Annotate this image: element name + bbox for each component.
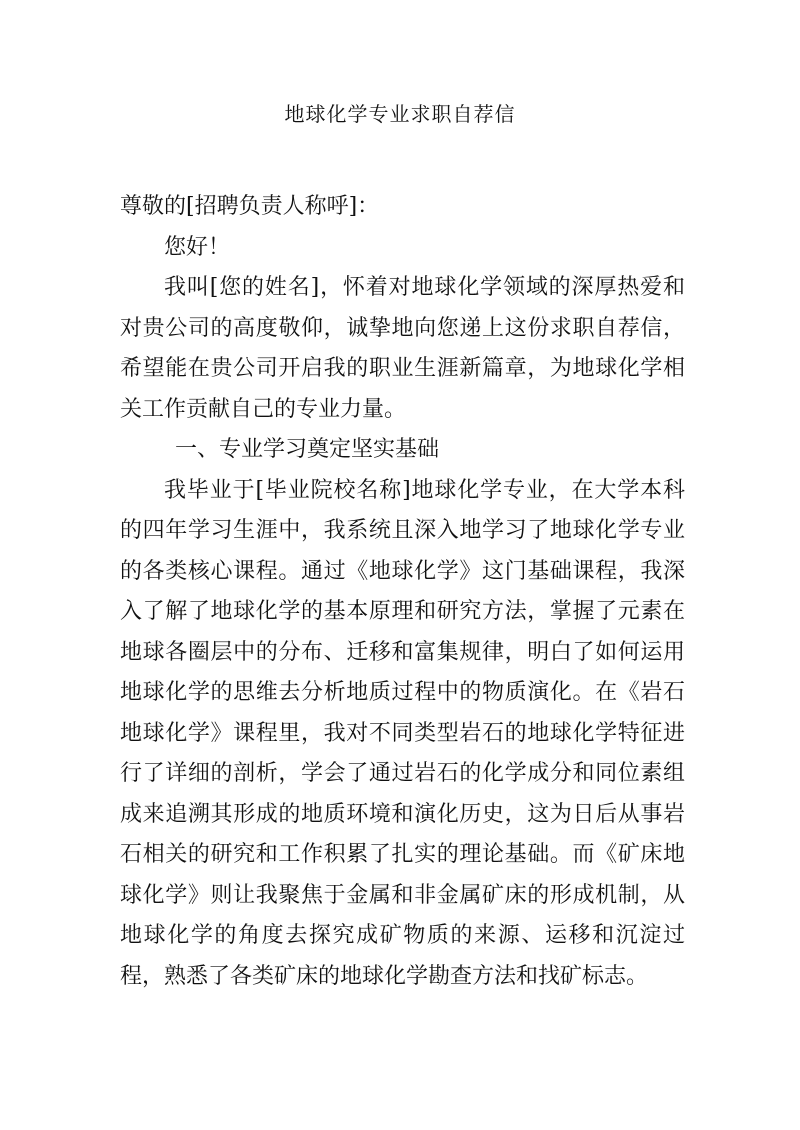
intro-paragraph: 我叫[您的姓名]，怀着对地球化学领域的深厚热爱和对贵公司的高度敬仰，诚挚地向您递上这份求职自荐信，希望能在贵公司开启我的职业生涯新篇章，为地球化学相关工作贡献自己的专业力量。 <box>120 275 685 422</box>
salutation: 尊敬的[招聘负责人称呼]： <box>120 194 380 219</box>
section-paragraph: 我毕业于[毕业院校名称]地球化学专业，在大学本科的四年学习生涯中，我系统且深入地学习了地球化学专业的各类核心课程。通过《地球化学》这门基础课程，我深入了解了地球化学的基本原理和研究方法，掌握了元素在地球各圈层中的分布、迁移和富集规律，明白了如何运用地球化学的思维去分析地质过程中的物质演化。在《岩石地球化学》课程里，我对不同类型岩石的地球化学特征进行了详细的剖析，学会了通过岩石的化学成分和同位素组成来追溯其形成的地质环境和演化历史，这为日后从事岩石相关的研究和工作积累了扎实的理论基础。而《矿床地球化学》则让我聚焦于金属和非金属矿床的形成机制，从地球化学的角度去探究成矿物质的来源、运移和沉淀过程，熟悉了各类矿床的地球化学勘查方法和找矿标志。 <box>120 477 685 989</box>
section-heading: 一、专业学习奠定坚实基础 <box>175 437 440 462</box>
greeting: 您好！ <box>164 234 231 260</box>
document-title: 地球化学专业求职自荐信 <box>284 102 516 126</box>
letter-body <box>120 187 685 997</box>
